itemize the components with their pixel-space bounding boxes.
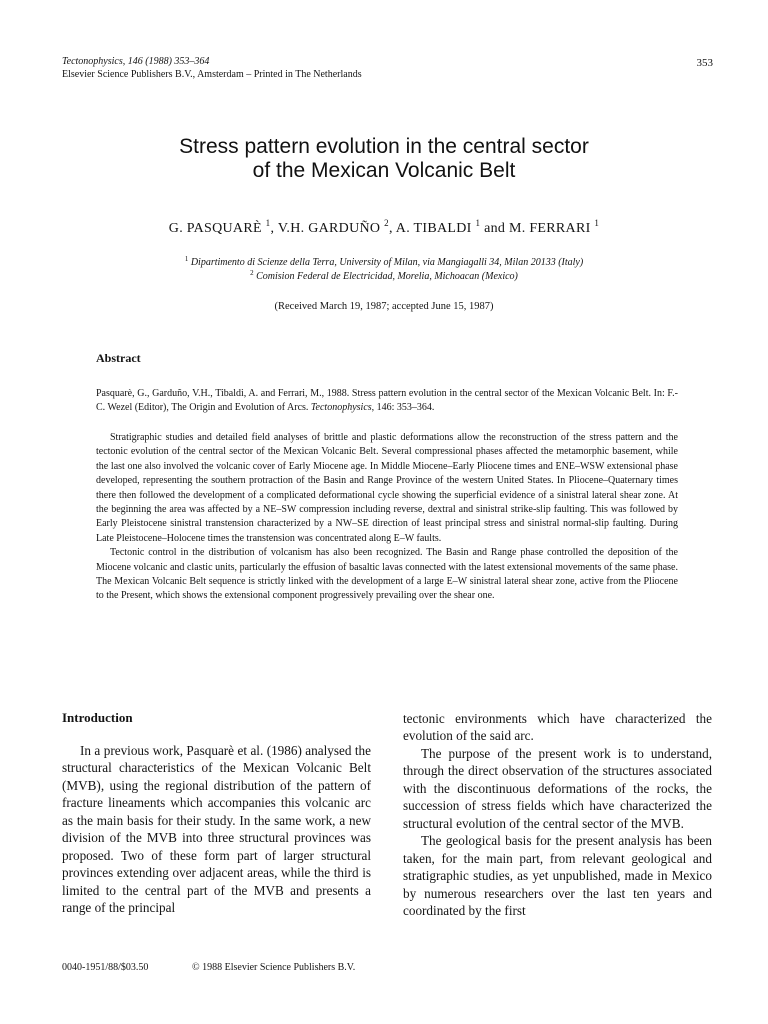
intro-paragraph-2: The purpose of the present work is to understand, through the direct observation of the structures associated with the discontinuous deformations of the rocks, the succession of stress fields which have characterized the structural evolution of the central sector of the MVB. — [403, 745, 712, 831]
author-affiliation-marker: 1 — [594, 218, 600, 228]
intro-continuation: tectonic environments which have characterized the evolution of the said arc. — [403, 711, 712, 744]
title-line-1: Stress pattern evolution in the central sector — [179, 135, 589, 158]
copyright-notice: © 1988 Elsevier Science Publishers B.V. — [192, 962, 356, 973]
received-dates: (Received March 19, 1987; accepted June 15, 1987) — [274, 301, 494, 312]
issn-price-code: 0040-1951/88/$03.50 — [62, 962, 149, 973]
article-title — [0, 135, 768, 183]
affiliation-text: Comision Federal de Electricidad, Morelia, Michoacan (Mexico) — [256, 271, 518, 282]
publisher-line: Elsevier Science Publishers B.V., Amsterdam – Printed in The Netherlands — [62, 69, 362, 80]
introduction-heading: Introduction — [62, 710, 133, 725]
title-line-2: of the Mexican Volcanic Belt — [252, 159, 516, 182]
journal-citation: Tectonophysics, 146 (1988) 353–364 — [62, 56, 210, 67]
author-affiliation-marker: 1 — [265, 218, 271, 228]
right-column — [403, 710, 712, 919]
author-name: A. TIBALDI — [395, 221, 472, 236]
author-separator: and — [480, 221, 509, 236]
author-affiliation-marker: 1 — [475, 218, 481, 228]
author-list — [0, 218, 768, 237]
abstract-paragraph-1: Stratigraphic studies and detailed field analyses of brittle and plastic deformations allow the reconstruction of the stress pattern and the tectonic evolution of the central sector of the Mexican Volcanic Belt. Several compressional phases affected the metamorphic basement, while the last one also involved the volcanic cover of Early Miocene age. In Middle Miocene–Early Pliocene times and ENE–WSW extensional phase developed, representing the southern protraction of the Basin and Range Province of the western United States. In Pliocene–Quaternary times there then followed the development of a complicated deformational cycle showing the superficial evidence of a sinistral lateral shear zone. At the beginning the area was affected by a NE–SW compression including reverse, dextral and sinistral strike-slip faulting. This was followed by Early Pleistocene sinistral transtension characterized by a NW–SE direction of least principal stress and sinistral normal-slip faulting. During Late Pleistocene–Holocene times the transtension was concentrated along E–W faults. — [96, 432, 678, 544]
affiliation-2 — [0, 267, 768, 283]
author-affiliation-marker: 2 — [384, 218, 389, 228]
intro-paragraph-1: In a previous work, Pasquarè et al. (1986) analysed the structural characteristics of the Mexican Volcanic Belt (MVB), using the regional distribution of the pattern of fracture lineaments which accompanies this volcanic arc as the main basis for their study. In the same work, a new division of the MVB into three structural provinces was proposed. Two of these form part of larger structural provinces extending over adjacent areas, while the third is limited to the central part of the MVB and presents a range of the principal — [62, 743, 371, 916]
affiliation-marker: 2 — [250, 269, 254, 277]
abstract-heading: Abstract — [96, 351, 141, 365]
intro-paragraph-3: The geological basis for the present analysis has been taken, for the main part, from relevant geological and stratigraphic studies, as yet unpublished, made in Mexico by numerous researchers over the last ten years and coordinated by the first — [403, 833, 712, 918]
abstract-citation: Pasquarè, G., Garduño, V.H., Tibaldi, A. and Ferrari, M., 1988. Stress pattern evolution in the central sector of the Mexican Volcanic Belt. In: F.-C. Wezel (Editor), The Origin and Evolution of Arcs. Tectonophysics, 146: 353–364. — [96, 388, 678, 414]
abstract-paragraph-2: Tectonic control in the distribution of volcanism has also been recognized. The Basin and Range phase controlled the deposition of the Miocene volcanic and clastic units, particularly the effusion of basaltic lavas connected with the latest extensional movements of the same phase. The Mexican Volcanic Belt sequence is strictly linked with the development of a large E–W sinistral lateral shear zone, active from the Pliocene to the Present, which shows the extensional component progressively prevailing over the shear one. — [96, 547, 678, 602]
left-column — [62, 742, 371, 917]
author-name: G. PASQUARÈ — [168, 221, 262, 236]
page-number: 353 — [696, 57, 713, 69]
author-name: M. FERRARI — [508, 221, 591, 236]
author-separator: , — [270, 221, 278, 236]
affiliation-text: Dipartimento di Scienze della Terra, University of Milan, via Mangiagalli 34, Milan 20133 (Italy) — [190, 257, 584, 268]
author-separator: , — [388, 221, 396, 236]
author-name: V.H. GARDUÑO — [277, 221, 381, 236]
affiliation-marker: 1 — [184, 255, 189, 263]
abstract-body — [96, 431, 678, 604]
